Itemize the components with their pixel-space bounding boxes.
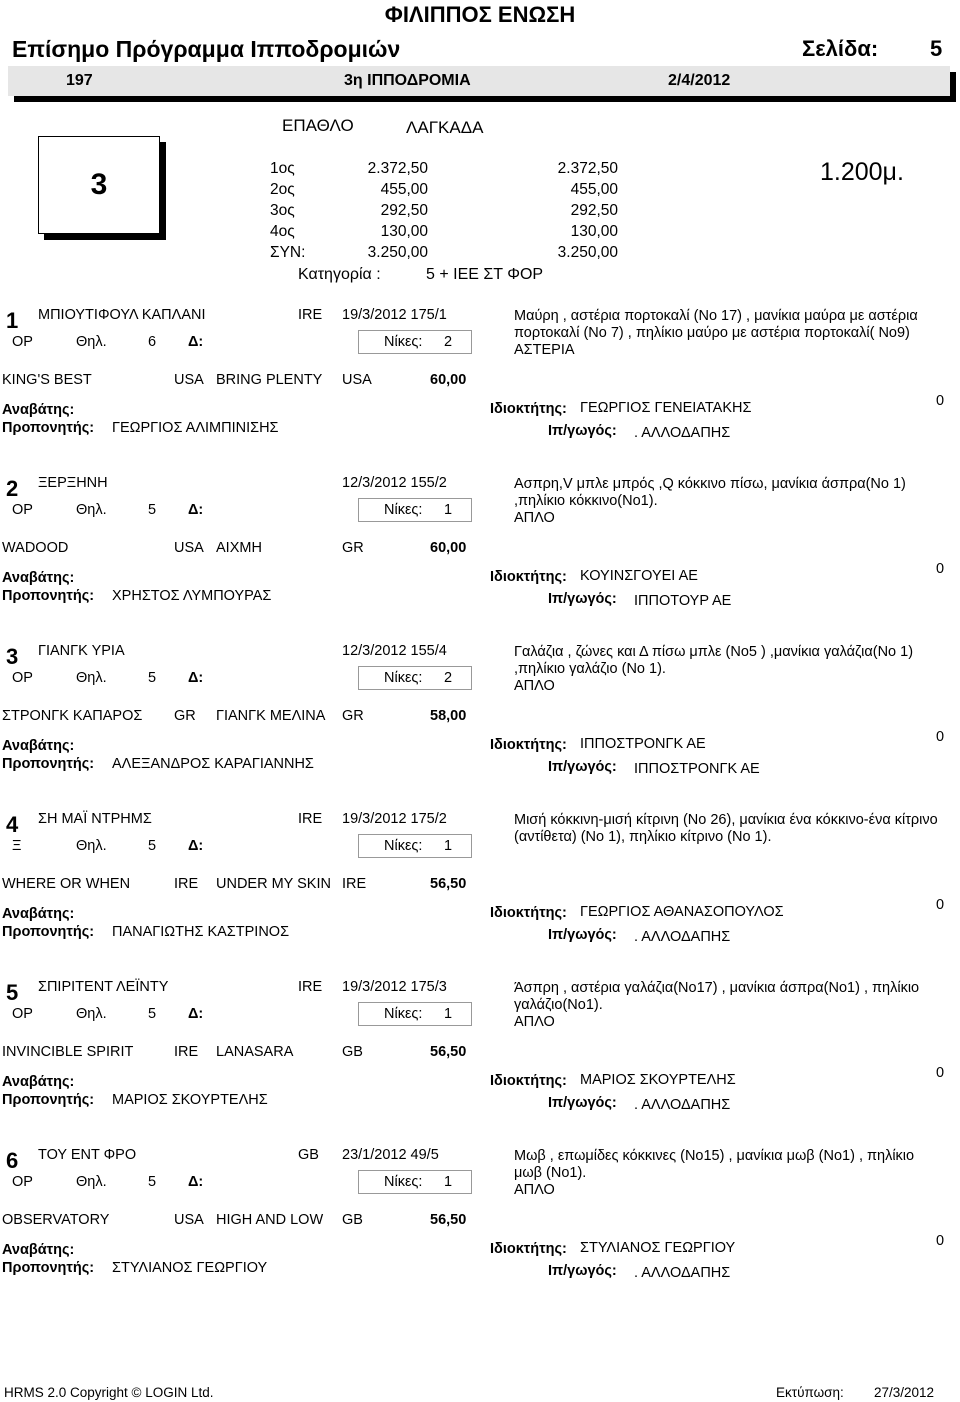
horse-date-weight: 19/3/2012 175/2: [342, 811, 447, 827]
breeder-label: Ιπ/γωγός:: [548, 759, 617, 775]
trainer-label: Προπονητής:: [2, 756, 95, 772]
prize-amount-total: 3.250,00: [557, 244, 618, 261]
prize-place: 3ος: [270, 202, 295, 219]
breeder-label: Ιπ/γωγός:: [548, 1095, 617, 1111]
breeder-label: Ιπ/γωγός:: [548, 927, 617, 943]
horse-age: 5: [148, 1006, 157, 1022]
meeting-number: 197: [66, 72, 93, 89]
horse-date-weight: 12/3/2012 155/2: [342, 475, 447, 491]
silks-line-3: ΑΠΛΟ: [514, 678, 555, 694]
owner-name: ΜΑΡΙΟΣ ΣΚΟΥΡΤΕΛΗΣ: [580, 1072, 736, 1088]
sire-name: WADOOD: [2, 540, 69, 556]
horse-age: 5: [148, 1174, 157, 1190]
trainer-name: ΑΛΕΞΑΝΔΡΟΣ ΚΑΡΑΓΙΑΝΝΗΣ: [112, 756, 314, 772]
horse-origin: IRE: [298, 811, 323, 827]
horse-sex: Θηλ.: [76, 1174, 107, 1190]
race-distance: 1.200μ.: [820, 158, 904, 186]
horse-number: 5: [6, 980, 19, 1005]
prize-place: 1ος: [270, 160, 295, 177]
prize-amount-total: 292,50: [570, 202, 618, 219]
horse-origin: IRE: [298, 979, 323, 995]
race-number-box: 3: [38, 136, 160, 234]
sire-name: KING'S BEST: [2, 372, 92, 388]
horse-number: 1: [6, 308, 19, 333]
trainer-label: Προπονητής:: [2, 924, 95, 940]
prize-label: ΕΠΑΘΛΟ: [282, 116, 354, 135]
document-title: Επίσημο Πρόγραμμα Ιπποδρομιών: [12, 36, 401, 62]
silks-line-3: ΑΣΤΕΡΙΑ: [514, 342, 575, 358]
silks-line-3: ΑΠΛΟ: [514, 1182, 555, 1198]
dam-origin: GR: [342, 540, 364, 556]
prize-amount-total: 130,00: [570, 223, 618, 240]
sire-origin: USA: [174, 1212, 204, 1228]
owner-name: ΣΤΥΛΙΑΝΟΣ ΓΕΩΡΓΙΟΥ: [580, 1240, 736, 1256]
wins-box: [358, 666, 472, 690]
horse-zero-value: 0: [936, 393, 945, 409]
horse-origin: IRE: [298, 307, 323, 323]
horse-name: ΤΟΥ ΕΝΤ ΦΡΟ: [38, 1147, 137, 1163]
sire-origin: IRE: [174, 1044, 199, 1060]
horse-zero-value: 0: [936, 729, 945, 745]
silks-line-1: Ασπρη,V μπλε μπρός ,Q κόκκινο πίσω, μανίκια άσπρα(Νο 1): [514, 476, 906, 492]
category-label: Κατηγορία :: [298, 266, 381, 283]
dam-name: ΑΙΧΜΗ: [216, 540, 262, 556]
dam-origin: GB: [342, 1044, 363, 1060]
silks-line-1: Μωβ , επωμίδες κόκκινες (Νο15) , μανίκια μωβ (Νο1) , πηλίκιο: [514, 1148, 915, 1164]
breeder-label: Ιπ/γωγός:: [548, 1263, 617, 1279]
sire-origin: IRE: [174, 876, 199, 892]
horse-zero-value: 0: [936, 897, 945, 913]
copyright-text: HRMS 2.0 Copyright © LOGIN Ltd.: [4, 1385, 214, 1400]
horse-color: ΟΡ: [12, 670, 33, 686]
trainer-label: Προπονητής:: [2, 420, 95, 436]
dam-name: ΓΙΑΝΓΚ ΜΕΛΙΝΑ: [216, 708, 326, 724]
trainer-label: Προπονητής:: [2, 588, 95, 604]
horse-date-weight: 19/3/2012 175/1: [342, 307, 447, 323]
breeder-name: ΙΠΠΟΣΤΡΟΝΓΚ ΑΕ: [634, 761, 760, 777]
prize-place: ΣΥΝ:: [270, 244, 306, 261]
dam-origin: USA: [342, 372, 372, 388]
wins-box: [358, 834, 472, 858]
horse-origin: GB: [298, 1147, 319, 1163]
horse-date-weight: 12/3/2012 155/4: [342, 643, 447, 659]
category-value: 5 + ΙΕΕ ΣΤ ΦΟΡ: [426, 266, 544, 283]
horse-name: ΓΙΑΝΓΚ ΥΡΙΑ: [38, 643, 125, 659]
wins-label: Νίκες:: [384, 1174, 423, 1190]
silks-line-1: Μισή κόκκινη-μισή κίτρινη (Νο 26), μανίκια ένα κόκκινο-ένα κίτρινο: [514, 812, 938, 828]
sire-name: WHERE OR WHEN: [2, 876, 131, 892]
silks-line-3: ΑΠΛΟ: [514, 1014, 555, 1030]
silks-line-2: μωβ (Νο1).: [514, 1165, 587, 1181]
jockey-label: Αναβάτης:: [2, 1242, 75, 1258]
horse-number: 4: [6, 812, 19, 837]
jockey-label: Αναβάτης:: [2, 402, 75, 418]
horse-color: Ξ: [12, 838, 22, 854]
breeder-name: . ΑΛΛΟΔΑΠΗΣ: [634, 425, 731, 441]
prize-place: 4ος: [270, 223, 295, 240]
horse-name: ΣΠΙΡΙΤΕΝΤ ΛΕΪΝΤΥ: [38, 979, 169, 995]
jockey-label: Αναβάτης:: [2, 1074, 75, 1090]
owner-label: Ιδιοκτήτης:: [490, 1241, 567, 1257]
horse-age: 6: [148, 334, 157, 350]
horse-number: 3: [6, 644, 19, 669]
prize-amount: 2.372,50: [367, 160, 428, 177]
horse-weight: 56,50: [430, 1044, 467, 1060]
breeder-name: . ΑΛΛΟΔΑΠΗΣ: [634, 1265, 731, 1281]
trainer-label: Προπονητής:: [2, 1092, 95, 1108]
wins-box: [358, 1002, 472, 1026]
horse-number: 6: [6, 1148, 19, 1173]
wins-label: Νίκες:: [384, 1006, 423, 1022]
horse-zero-value: 0: [936, 1065, 945, 1081]
horse-wins: 1: [444, 1174, 453, 1190]
horse-zero-value: 0: [936, 1233, 945, 1249]
horse-weight: 58,00: [430, 708, 467, 724]
dam-name: HIGH AND LOW: [216, 1212, 324, 1228]
wins-box: [358, 498, 472, 522]
delta-label: Δ:: [188, 502, 204, 518]
silks-line-1: Γαλάζια , ζώνες και Δ πίσω μπλε (Νο5 ) ,μανίκια γαλάζια(Νο 1): [514, 644, 914, 660]
horse-color: ΟΡ: [12, 1174, 33, 1190]
horse-color: ΟΡ: [12, 334, 33, 350]
dam-name: BRING PLENTY: [216, 372, 323, 388]
trainer-name: ΓΕΩΡΓΙΟΣ ΑΛΙΜΠΙΝΙΣΗΣ: [112, 420, 279, 436]
breeder-label: Ιπ/γωγός:: [548, 591, 617, 607]
owner-name: ΙΠΠΟΣΤΡΟΝΓΚ ΑΕ: [580, 736, 706, 752]
delta-label: Δ:: [188, 334, 204, 350]
horse-wins: 2: [444, 670, 453, 686]
owner-label: Ιδιοκτήτης:: [490, 569, 567, 585]
breeder-label: Ιπ/γωγός:: [548, 423, 617, 439]
jockey-label: Αναβάτης:: [2, 906, 75, 922]
prize-amount: 455,00: [380, 181, 428, 198]
horse-date-weight: 23/1/2012 49/5: [342, 1147, 439, 1163]
owner-name: ΓΕΩΡΓΙΟΣ ΓΕΝΕΙΑΤΑΚΗΣ: [580, 400, 752, 416]
dam-origin: GB: [342, 1212, 363, 1228]
horse-weight: 60,00: [430, 540, 467, 556]
print-label: Εκτύπωση:: [776, 1385, 844, 1400]
silks-line-3: ΑΠΛΟ: [514, 510, 555, 526]
sire-name: ΣΤΡΟΝΓΚ ΚΑΠΑΡΟΣ: [2, 708, 143, 724]
sire-origin: USA: [174, 372, 204, 388]
silks-line-2: ,πηλίκιο κόκκινο(Νο1).: [514, 493, 658, 509]
jockey-label: Αναβάτης:: [2, 738, 75, 754]
owner-label: Ιδιοκτήτης:: [490, 401, 567, 417]
silks-line-2: γαλάζιο(Νο1).: [514, 997, 603, 1013]
horse-age: 5: [148, 670, 157, 686]
horse-color: ΟΡ: [12, 1006, 33, 1022]
horse-age: 5: [148, 838, 157, 854]
delta-label: Δ:: [188, 838, 204, 854]
wins-label: Νίκες:: [384, 670, 423, 686]
wins-label: Νίκες:: [384, 838, 423, 854]
owner-label: Ιδιοκτήτης:: [490, 1073, 567, 1089]
trainer-name: ΧΡΗΣΤΟΣ ΛΥΜΠΟΥΡΑΣ: [112, 588, 272, 604]
wins-label: Νίκες:: [384, 334, 423, 350]
prize-amount-total: 455,00: [570, 181, 618, 198]
owner-label: Ιδιοκτήτης:: [490, 737, 567, 753]
horse-wins: 2: [444, 334, 453, 350]
silks-line-1: Μαύρη , αστέρια πορτοκαλί (Νο 17) , μανίκια μαύρα με αστέρια: [514, 308, 918, 324]
sire-name: INVINCIBLE SPIRIT: [2, 1044, 134, 1060]
horse-zero-value: 0: [936, 561, 945, 577]
silks-line-1: Άσπρη , αστέρια γαλάζια(Νο17) , μανίκια άσπρα(Νο1) , πηλίκιο: [514, 980, 920, 996]
delta-label: Δ:: [188, 670, 204, 686]
horse-sex: Θηλ.: [76, 334, 107, 350]
horse-wins: 1: [444, 502, 453, 518]
horse-wins: 1: [444, 1006, 453, 1022]
delta-label: Δ:: [188, 1174, 204, 1190]
horse-sex: Θηλ.: [76, 1006, 107, 1022]
silks-line-2: (αντίθετα) (Νο 1), πηλίκιο κίτρινο (Νο 1).: [514, 829, 772, 845]
horse-sex: Θηλ.: [76, 502, 107, 518]
dam-name: LANASARA: [216, 1044, 294, 1060]
owner-label: Ιδιοκτήτης:: [490, 905, 567, 921]
owner-name: ΚΟΥΙΝΣΓΟΥΕΙ ΑΕ: [580, 568, 698, 584]
wins-box: [358, 1170, 472, 1194]
horse-sex: Θηλ.: [76, 670, 107, 686]
wins-box: [358, 330, 472, 354]
prize-amount: 3.250,00: [367, 244, 428, 261]
horse-weight: 56,50: [430, 876, 467, 892]
trainer-name: ΣΤΥΛΙΑΝΟΣ ΓΕΩΡΓΙΟΥ: [112, 1260, 268, 1276]
horse-date-weight: 19/3/2012 175/3: [342, 979, 447, 995]
sire-origin: USA: [174, 540, 204, 556]
jockey-label: Αναβάτης:: [2, 570, 75, 586]
page-label: Σελίδα:: [802, 36, 879, 61]
race-name: ΛΑΓΚΑΔΑ: [406, 118, 484, 137]
trainer-name: ΠΑΝΑΓΙΩΤΗΣ ΚΑΣΤΡΙΝΟΣ: [112, 924, 290, 940]
horse-number: 2: [6, 476, 19, 501]
trainer-label: Προπονητής:: [2, 1260, 95, 1276]
horse-name: ΣΗ ΜΑΪ ΝΤΡΗΜΣ: [38, 811, 152, 827]
horse-wins: 1: [444, 838, 453, 854]
sire-origin: GR: [174, 708, 196, 724]
dam-origin: IRE: [342, 876, 367, 892]
top-title: ΦΙΛΙΠΠΟΣ ΕΝΩΣΗ: [384, 2, 576, 27]
trainer-name: ΜΑΡΙΟΣ ΣΚΟΥΡΤΕΛΗΣ: [112, 1092, 268, 1108]
delta-label: Δ:: [188, 1006, 204, 1022]
horse-color: ΟΡ: [12, 502, 33, 518]
horse-age: 5: [148, 502, 157, 518]
prize-place: 2ος: [270, 181, 295, 198]
dam-origin: GR: [342, 708, 364, 724]
owner-name: ΓΕΩΡΓΙΟΣ ΑΘΑΝΑΣΟΠΟΥΛΟΣ: [580, 904, 784, 920]
horse-sex: Θηλ.: [76, 838, 107, 854]
breeder-name: . ΑΛΛΟΔΑΠΗΣ: [634, 929, 731, 945]
horse-weight: 60,00: [430, 372, 467, 388]
dam-name: UNDER MY SKIN: [216, 876, 331, 892]
breeder-name: . ΑΛΛΟΔΑΠΗΣ: [634, 1097, 731, 1113]
prize-amount: 130,00: [380, 223, 428, 240]
wins-label: Νίκες:: [384, 502, 423, 518]
race-day: 3η ΙΠΠΟΔΡΟΜΙΑ: [344, 72, 471, 89]
prize-amount-total: 2.372,50: [557, 160, 618, 177]
breeder-name: ΙΠΠΟΤΟΥΡ ΑΕ: [634, 593, 732, 609]
horse-weight: 56,50: [430, 1212, 467, 1228]
silks-line-2: ,πηλίκιο γαλάζιο (Νο 1).: [514, 661, 666, 677]
meeting-info-band: [8, 66, 950, 96]
print-date: 27/3/2012: [874, 1385, 935, 1400]
sire-name: OBSERVATORY: [2, 1212, 110, 1228]
horse-name: ΜΠΙΟΥΤΙΦΟΥΛ ΚΑΠΛΑΝΙ: [38, 307, 206, 323]
race-date: 2/4/2012: [668, 72, 731, 89]
prize-amount: 292,50: [380, 202, 428, 219]
page-number: 5: [930, 36, 943, 61]
horse-name: ΞΕΡΞΗΝΗ: [38, 475, 108, 491]
silks-line-2: πορτοκαλί (Νο 7) , πηλίκιο μαύρο με αστέρια πορτοκαλί( Νο9): [514, 325, 910, 341]
